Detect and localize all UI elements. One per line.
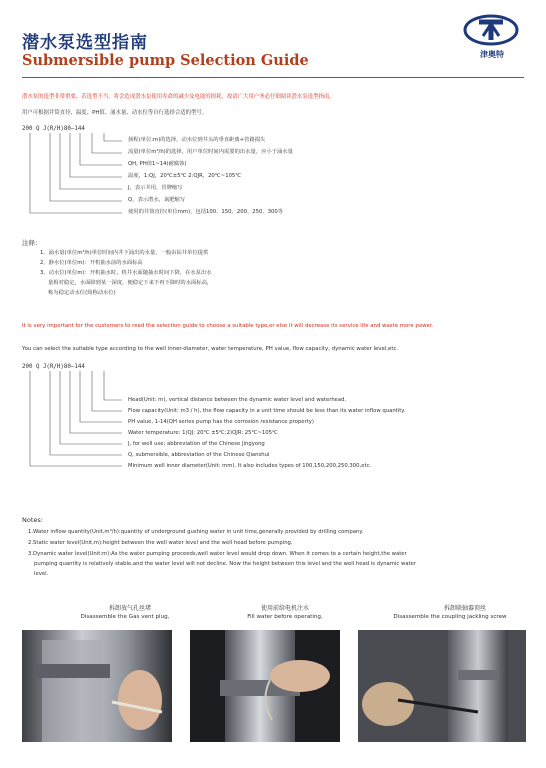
legend-item-j-en: J, for well use; abbreviation of the Chinese Jingyong [128, 441, 265, 447]
photo-caption-en: Fill water before operating, [247, 614, 323, 620]
note-item-cn: 3、动水位(单位m)：开机抽水时，机井水面随抽水时间下降，在水泵出水 [40, 270, 212, 276]
photo-caption-cn: 使用前给电机注水 [260, 605, 309, 612]
intro-warning-cn: 潜水泵的选型非常重要，若选型不当，将会造成潜水泵使用寿命的减少及电能的损耗，故请广大用户务必仔细阅读潜水泵选型指南。 [22, 94, 335, 100]
legend-item-temp-en: Water temperature: 1)QJ: 20℃ ±5℃;2)QJR: 25℃~105℃ [128, 430, 278, 436]
legend-item-ph-en: PH value, 1-14(QH series pump has the corrosion resistance property) [128, 419, 314, 425]
model-code-diagram-en [22, 371, 132, 477]
legend-item-flow-cn: 流量(单位m³/h)的选择，用户单位时间内需要的出水量，应小于涌水量 [128, 149, 293, 155]
page-title-en: Submersible pump Selection Guide [22, 52, 309, 69]
notes-heading-en: Notes: [22, 516, 43, 524]
legend-item-head-en: Head(Unit: m), vertical distance between the dynamic water level and waterhead. [128, 397, 347, 403]
header-divider [22, 77, 524, 78]
photo-caption-cn: 拆卸放气孔丝堵 [108, 605, 151, 612]
legend-item-flow-en: Flow capacity(Unit: m3 / h), the flow capacity in a unit time should be less than its water inflow quantity. [128, 408, 406, 414]
note-item-cn: 称为稳定动水位(简称动水位) [48, 290, 116, 296]
photo-gas-vent-plug [22, 630, 172, 742]
legend-item-q-en: Q, submersible, abbreviation of the Chinese Qianshui [128, 452, 270, 458]
logo-text: 津奥特 [480, 50, 504, 59]
note-item-cn: 2、静水位(单位m)：开机抽水前的水面标高 [40, 260, 143, 266]
note-item-en: 3.Dynamic water level(Unit:m):As the water pumping proceeds,well water level would drop down. When it comes to a certain height,the water [28, 551, 407, 557]
legend-item-q-cn: Q，表示潜水，氮肥缩写 [128, 197, 186, 203]
intro-instruction-cn: 用户可根据井筒直径、温度、PH值、涌水量、动水位等自行选择合适的型号。 [22, 110, 208, 116]
legend-item-head-cn: 扬程(单位:m)的选择，动水位到井头的垂直距离+管路损失 [128, 137, 266, 143]
note-item-en: level. [34, 571, 49, 577]
note-item-cn: 量相对稳定，水面降到某一深度，便稳定下来不再下降时的水面标高， [48, 280, 213, 286]
photo-fill-water [190, 630, 340, 742]
note-item-en: pumping quantity is relatively stable,and the water level will not decline. Now the height between this level and the well head is dynamic water [34, 561, 417, 567]
photo-caption-en: Disassemble the coupling jackling screw [393, 614, 507, 620]
intro-instruction-en: You can select the suitable type according to the well inner-diameter, water temperature, PH value, flow capacity, dynamic water level,etc. [22, 346, 399, 352]
note-item-en: 1.Water inflow quantity(Unit,m³/h):quantity of underground gushing water in unit time,generally provided by drilling company. [28, 529, 364, 535]
model-code-cn: 200 Q J(R/H)80—144 [22, 126, 85, 132]
photo-caption-en: Disassemble the Gas vent plug, [80, 614, 170, 620]
photo-coupling-screw [358, 630, 526, 742]
note-item-en: 2.Static water level(Unit,m):height between the well water level and the well head before pumping. [28, 540, 293, 546]
legend-item-j-cn: J，表示井用，冒牌缩写 [128, 185, 183, 191]
legend-item-ph-cn: QH, PH值1~14(耐腐蚀) [128, 161, 187, 167]
legend-item-temp-cn: 温度，1:QJ，20℃±5℃ 2:QJR，20℃~105℃ [128, 173, 242, 179]
model-code-en: 200 Q J(R/H)80—144 [22, 364, 85, 370]
intro-warning-en: It is very important for the customers to read the selection guide to choose a suitable type,or else it will decrease its service life and waste more power. [22, 323, 434, 329]
photo-caption-cn: 拆卸联轴器顶丝 [443, 605, 486, 612]
model-code-diagram-cn [22, 133, 132, 231]
legend-item-diameter-en: Minimum well inner diameter(Unit: mm). It also includes types of 100,150,200,250,300,etc. [128, 463, 372, 469]
notes-heading-cn: 注释： [22, 239, 42, 247]
page-title-cn: 潜水泵选型指南 [22, 33, 148, 53]
legend-item-diameter-cn: 使用的井筒直径(单位mm)，包括100、150、200、250、300等 [128, 209, 284, 215]
note-item-cn: 1、涌水量(单位m³/h)单位时间内井下涌出的水量，一般由钻井单位提供 [40, 250, 209, 256]
